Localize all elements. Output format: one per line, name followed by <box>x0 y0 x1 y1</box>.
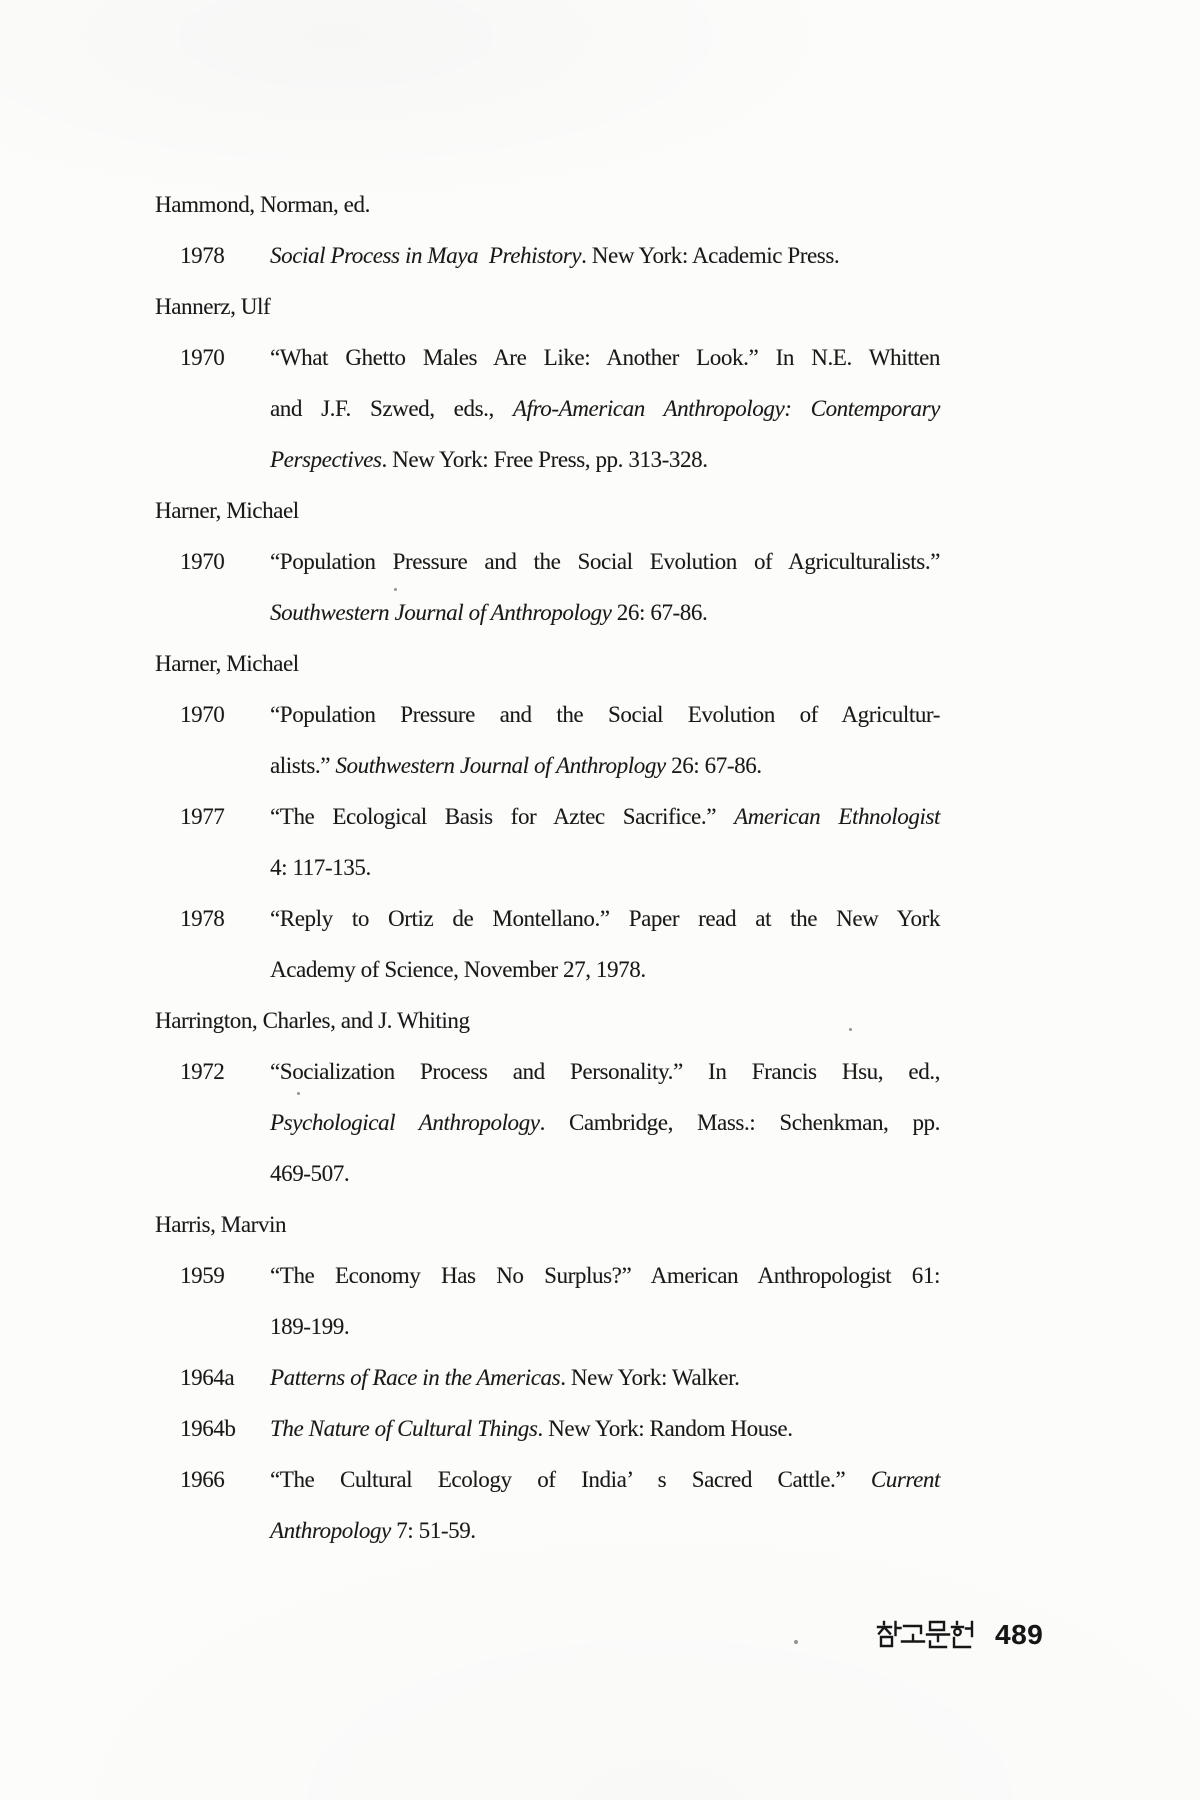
work-continuation-line <box>155 1097 940 1148</box>
text-segment: “What Ghetto Males Are Like: Another Look.” In N.E. Whitten <box>270 345 940 370</box>
title-italic-segment: Patterns of Race in the Americas <box>270 1365 561 1390</box>
work-continuation-line <box>155 944 940 995</box>
work-text <box>270 944 940 995</box>
work-year: 1978 <box>180 243 225 268</box>
work-first-line <box>155 230 940 281</box>
text-segment: . New York: Random House. <box>537 1416 793 1441</box>
work-first-line <box>155 536 940 587</box>
text-segment: 7: 51-59. <box>390 1518 476 1543</box>
text-segment: 4: 117-135. <box>270 855 371 880</box>
entry-author: Harrington, Charles, and J. Whiting <box>155 1008 470 1033</box>
work-first-line <box>155 791 940 842</box>
work-continuation-line <box>155 1148 940 1199</box>
work-first-line <box>155 1046 940 1097</box>
work-year: 1977 <box>180 804 225 829</box>
work-text <box>270 842 940 893</box>
entry-author: Harris, Marvin <box>155 1212 287 1237</box>
work-continuation-line <box>155 842 940 893</box>
title-italic-segment: Afro-American Anthropology: Contemporary <box>512 396 940 421</box>
work-year: 1978 <box>180 906 225 931</box>
text-segment: “Reply to Ortiz de Montellano.” Paper read at the New York <box>270 906 940 931</box>
text-segment: “The Cultural Ecology of India’ s Sacred Cattle.” <box>270 1467 871 1492</box>
title-italic-segment: Anthropology <box>270 1518 391 1543</box>
text-segment: “The Ecological Basis for Aztec Sacrifice.” <box>270 804 735 829</box>
entry-author: Hannerz, Ulf <box>155 294 271 319</box>
text-segment: 469-507. <box>270 1161 350 1186</box>
text-segment: . New York: Free Press, pp. 313-328. <box>381 447 708 472</box>
work-continuation-line <box>155 1505 940 1556</box>
work-first-line <box>155 1403 940 1454</box>
work-continuation-line <box>155 1301 940 1352</box>
text-segment: 26: 67-86. <box>665 753 762 778</box>
title-italic-segment: Social Process in Maya Prehistory <box>270 243 582 268</box>
scan-speck <box>297 1092 300 1095</box>
text-segment: 26: 67-86. <box>611 600 708 625</box>
work-first-line <box>155 893 940 944</box>
title-italic-segment: Perspectives <box>270 447 382 472</box>
work-text <box>270 1148 940 1199</box>
work-continuation-line <box>155 587 940 638</box>
work-first-line <box>155 1454 940 1505</box>
entry-author: Harner, Michael <box>155 498 299 523</box>
title-italic-segment: Psychological Anthropology <box>270 1110 540 1135</box>
work-year: 1972 <box>180 1059 225 1084</box>
title-italic-segment: The Nature of Cultural Things <box>270 1416 538 1441</box>
work-first-line <box>155 1250 940 1301</box>
text-segment: “Population Pressure and the Social Evolution of Agricultur- <box>270 702 940 727</box>
bibliography <box>155 179 940 1556</box>
text-segment: . Cambridge, Mass.: Schenkman, pp. <box>539 1110 940 1135</box>
entry-author: Hammond, Norman, ed. <box>155 192 370 217</box>
work-text <box>270 740 940 791</box>
text-segment: . New York: Walker. <box>560 1365 740 1390</box>
work-continuation-line <box>155 740 940 791</box>
text-segment: alists.” <box>270 753 336 778</box>
work-year: 1959 <box>180 1263 225 1288</box>
work-text <box>270 332 940 383</box>
title-italic-segment: Southwestern Journal of Anthroplogy <box>335 753 666 778</box>
bib-entry-row <box>155 995 940 1046</box>
work-continuation-line <box>155 383 940 434</box>
references-label-korean-icon <box>876 1620 976 1650</box>
bib-entry-row <box>155 281 940 332</box>
bib-entry-row <box>155 1199 940 1250</box>
work-text <box>270 1097 940 1148</box>
title-italic-segment: American Ethnologist <box>734 804 940 829</box>
text-segment: and J.F. Szwed, eds., <box>270 396 513 421</box>
text-segment: Academy of Science, November 27, 1978. <box>270 957 646 982</box>
work-text <box>270 893 940 944</box>
page-number: 489 <box>995 1619 1044 1650</box>
work-text <box>270 536 940 587</box>
work-text <box>270 383 940 434</box>
text-segment: 189-199. <box>270 1314 350 1339</box>
work-text <box>270 689 940 740</box>
work-text <box>270 1352 940 1403</box>
work-continuation-line <box>155 434 940 485</box>
entry-author: Harner, Michael <box>155 651 299 676</box>
scan-speck <box>849 1028 852 1031</box>
bib-entry-row <box>155 485 940 536</box>
work-year: 1970 <box>180 702 225 727</box>
text-segment: “The Economy Has No Surplus?” American Anthropologist 61: <box>270 1263 940 1288</box>
work-first-line <box>155 689 940 740</box>
work-text <box>270 1505 940 1556</box>
text-segment: . New York: Academic Press. <box>581 243 840 268</box>
bib-entry-row <box>155 638 940 689</box>
work-text <box>270 1046 940 1097</box>
work-first-line <box>155 1352 940 1403</box>
work-first-line <box>155 332 940 383</box>
work-year: 1966 <box>180 1467 225 1492</box>
work-year: 1964b <box>180 1416 236 1441</box>
title-italic-segment: Current <box>870 1467 940 1492</box>
work-text <box>270 1301 940 1352</box>
work-text <box>270 1454 940 1505</box>
work-text <box>270 1250 940 1301</box>
work-year: 1964a <box>180 1365 235 1390</box>
work-text <box>270 791 940 842</box>
text-segment: “Socialization Process and Personality.” In Francis Hsu, ed., <box>270 1059 940 1084</box>
title-italic-segment: Southwestern Journal of Anthropology <box>270 600 612 625</box>
scan-speck <box>394 588 397 591</box>
work-text <box>270 230 940 281</box>
work-text <box>270 434 940 485</box>
work-text <box>270 587 940 638</box>
work-text <box>270 1403 940 1454</box>
bib-entry-row <box>155 179 940 230</box>
scan-speck <box>794 1640 798 1644</box>
page-footer <box>876 1620 1043 1650</box>
text-segment: “Population Pressure and the Social Evolution of Agriculturalists.” <box>270 549 940 574</box>
work-year: 1970 <box>180 345 225 370</box>
work-year: 1970 <box>180 549 225 574</box>
